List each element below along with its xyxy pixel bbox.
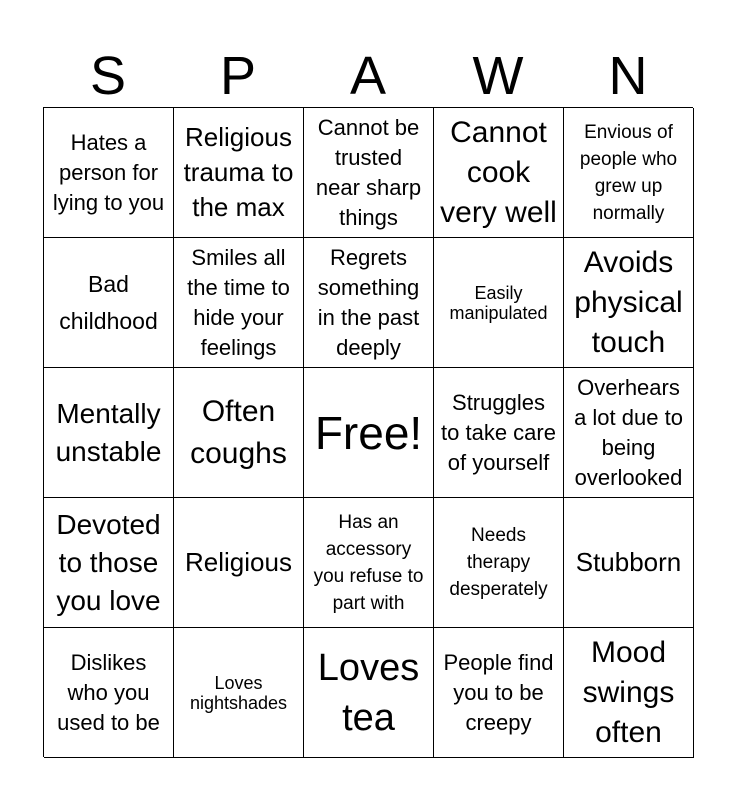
- header-letter-s: S: [89, 46, 127, 106]
- bingo-cell[interactable]: [304, 108, 434, 238]
- cell-text: Smiles all the time to hide your feelings: [187, 244, 290, 360]
- bingo-cell[interactable]: [434, 368, 564, 498]
- bingo-cell[interactable]: [44, 628, 174, 758]
- cell-text: Often coughs: [190, 394, 287, 470]
- cell-text: Loves tea: [317, 646, 420, 739]
- free-space[interactable]: [304, 368, 434, 498]
- bingo-cell[interactable]: [44, 108, 174, 238]
- bingo-cell[interactable]: [564, 368, 694, 498]
- bingo-cell[interactable]: [434, 108, 564, 238]
- cell-text: Religious: [185, 547, 292, 577]
- cell-text: Devoted to those you love: [56, 508, 161, 616]
- cell-text: Easily manipulated: [449, 282, 548, 323]
- cell-text: Mood swings often: [582, 635, 675, 749]
- cell-text: Dislikes who you used to be: [57, 649, 160, 735]
- bingo-cell[interactable]: [44, 498, 174, 628]
- cell-text: People find you to be creepy: [443, 649, 554, 735]
- bingo-cell[interactable]: [564, 498, 694, 628]
- cell-text: Loves nightshades: [189, 672, 288, 713]
- bingo-cell[interactable]: [564, 238, 694, 368]
- cell-text: Stubborn: [575, 547, 682, 577]
- bingo-cell[interactable]: [174, 628, 304, 758]
- header-letter-p: P: [219, 46, 257, 106]
- header-letter-w: W: [472, 46, 524, 106]
- bingo-cell[interactable]: [174, 238, 304, 368]
- bingo-cell[interactable]: [564, 628, 694, 758]
- bingo-cell[interactable]: [174, 108, 304, 238]
- bingo-header: [43, 46, 693, 106]
- cell-text: Mentally unstable: [55, 397, 162, 467]
- header-letter-n: N: [608, 46, 648, 106]
- bingo-cell[interactable]: [174, 368, 304, 498]
- bingo-cell[interactable]: [434, 498, 564, 628]
- cell-text: Regrets something in the past deeply: [317, 244, 420, 360]
- cell-text: Hates a person for lying to you: [52, 129, 165, 215]
- cell-text: Overhears a lot due to being overlooked: [574, 374, 683, 490]
- bingo-cell[interactable]: [44, 368, 174, 498]
- bingo-cell[interactable]: [44, 238, 174, 368]
- bingo-cell[interactable]: [174, 498, 304, 628]
- cell-text: Avoids physical touch: [574, 245, 683, 359]
- bingo-board: [43, 107, 693, 757]
- bingo-cell[interactable]: [304, 238, 434, 368]
- cell-text: Envious of people who grew up normally: [579, 121, 678, 224]
- cell-text: Religious trauma to the max: [183, 122, 294, 222]
- bingo-cell[interactable]: [304, 498, 434, 628]
- bingo-cell[interactable]: [434, 628, 564, 758]
- cell-text: Cannot be trusted near sharp things: [315, 114, 422, 230]
- bingo-cell[interactable]: [304, 628, 434, 758]
- bingo-cell[interactable]: [434, 238, 564, 368]
- cell-text: Free!: [314, 406, 423, 459]
- cell-text: Struggles to take care of yourself: [441, 389, 556, 475]
- bingo-cell[interactable]: [564, 108, 694, 238]
- cell-text: Needs therapy desperately: [449, 525, 548, 600]
- header-letter-a: A: [349, 46, 387, 106]
- cell-text: Cannot cook very well: [440, 115, 557, 229]
- cell-text: Bad childhood: [59, 270, 158, 334]
- cell-text: Has an accessory you refuse to part with: [313, 511, 424, 614]
